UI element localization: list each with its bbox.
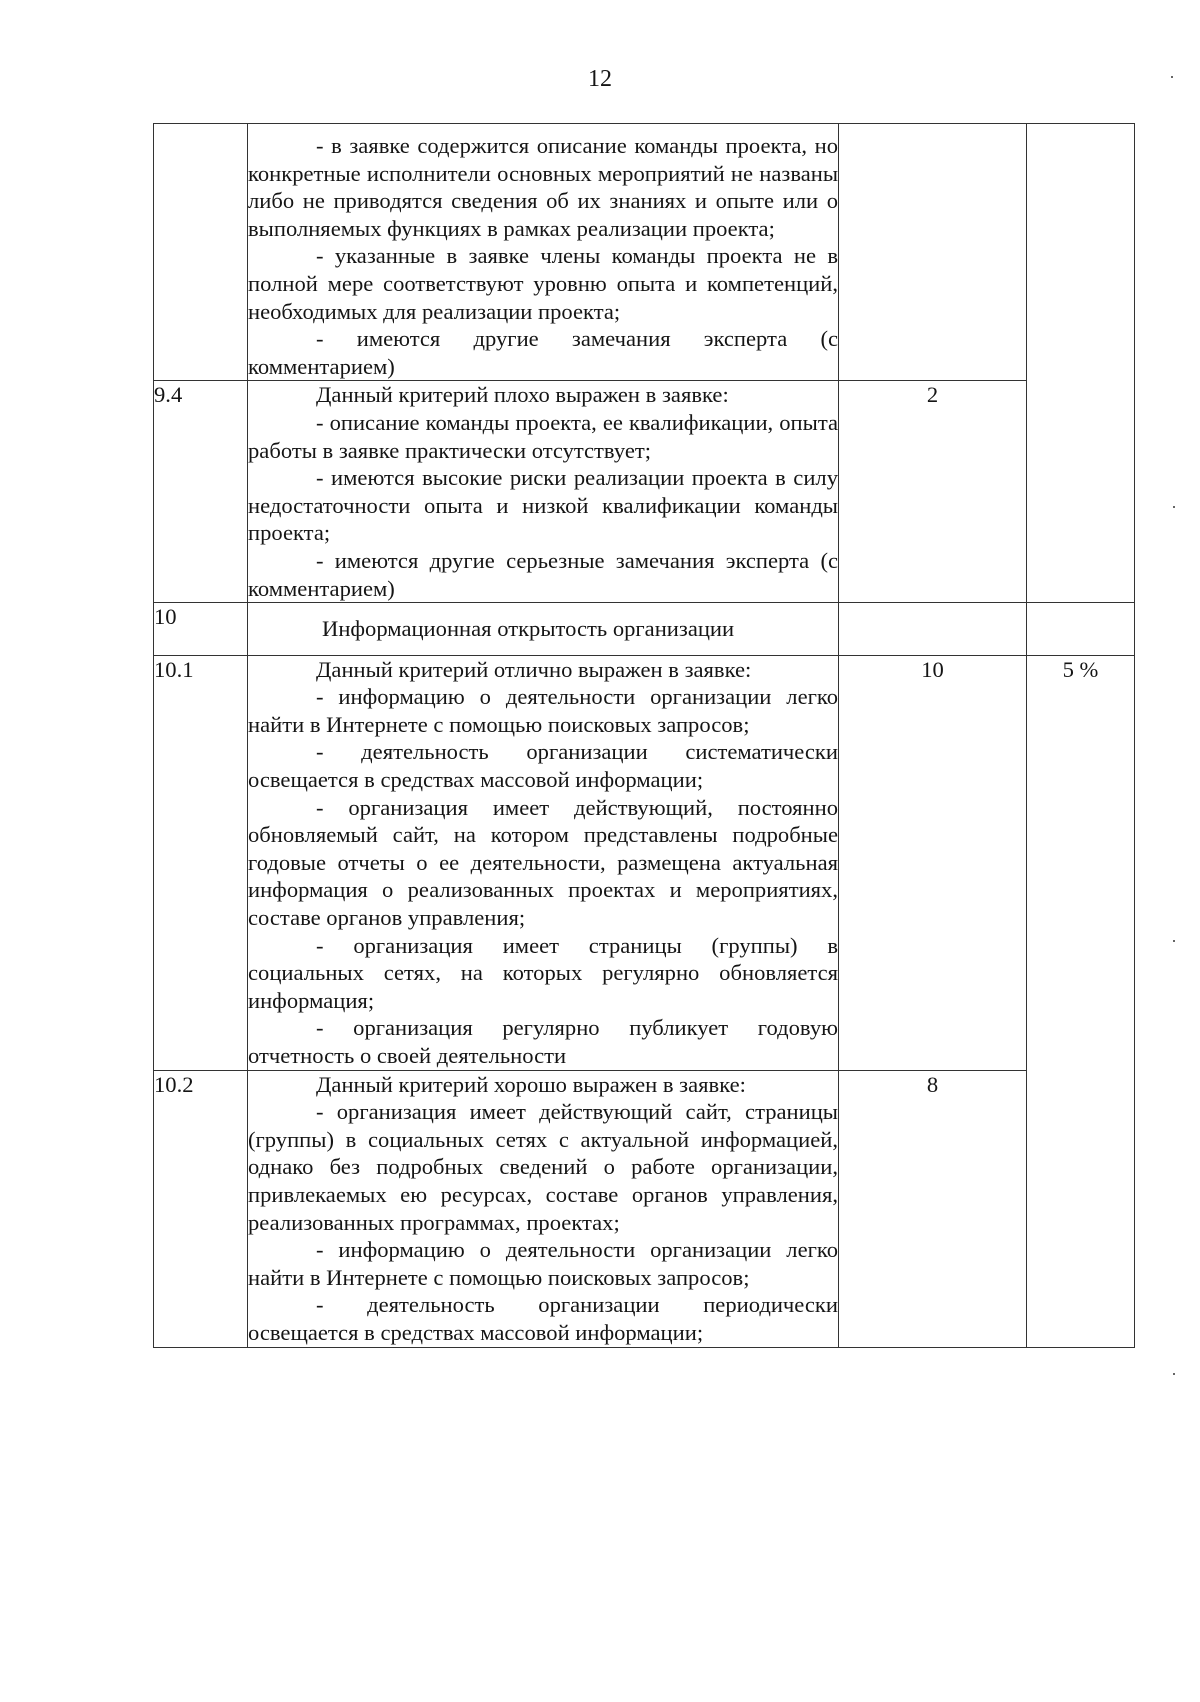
- criterion-paragraph: - организация имеет действующий сайт, страницы (группы) в социальных сетях с актуальной информацией, однако без подробных сведений о работе организации, привлекаемых ею ресурсах, составе органов управления, реализованных программах, проектах;: [248, 1099, 838, 1235]
- section-heading: Информационная открытость организации: [322, 616, 735, 642]
- criterion-paragraph: - описание команды проекта, ее квалификации, опыта работы в заявке практически отсутствует;: [248, 409, 838, 463]
- criterion-paragraph: - информацию о деятельности организации легко найти в Интернете с помощью поисковых запросов;: [248, 1237, 838, 1290]
- table-row: [154, 124, 1135, 381]
- criterion-score: [839, 124, 1027, 381]
- criterion-score: 10: [839, 655, 1027, 1070]
- criterion-weight: [1027, 124, 1135, 603]
- criterion-paragraph: - имеются другие замечания эксперта (с комментарием): [248, 326, 838, 379]
- scan-speck: [1173, 940, 1175, 942]
- criterion-score: 8: [839, 1070, 1027, 1347]
- criterion-description: [248, 603, 839, 656]
- criterion-description: [248, 381, 839, 603]
- table-row: [154, 1070, 1135, 1347]
- criterion-score: [839, 603, 1027, 656]
- criterion-paragraph: - организация регулярно публикует годовую отчетность о своей деятельности: [248, 1015, 838, 1068]
- criterion-paragraph: - имеются другие серьезные замечания эксперта (с комментарием): [248, 547, 838, 601]
- criterion-paragraph: - деятельность организации периодически освещается в средствах массовой информации;: [248, 1292, 838, 1345]
- criterion-paragraph: Данный критерий хорошо выражен в заявке:: [316, 1071, 746, 1097]
- scan-speck: [1171, 76, 1173, 78]
- criterion-paragraph: - информацию о деятельности организации легко найти в Интернете с помощью поисковых запросов;: [248, 684, 838, 737]
- criterion-paragraph: - деятельность организации систематически освещается в средствах массовой информации;: [248, 739, 838, 793]
- table-row: [154, 655, 1135, 1070]
- criterion-weight: 5 %: [1027, 655, 1135, 1347]
- criterion-paragraph: - указанные в заявке члены команды проекта не в полной мере соответствуют уровню опыта и компетенций, необходимых для реализации проекта;: [248, 243, 838, 324]
- scan-speck: [1173, 506, 1175, 508]
- table-row: [154, 381, 1135, 603]
- criterion-number: [154, 124, 248, 381]
- criterion-number: 10.1: [154, 655, 248, 1070]
- criterion-description: [248, 655, 839, 1070]
- criterion-paragraph: - организация имеет действующий, постоянно обновляемый сайт, на котором представлены подробные годовые отчеты о ее деятельности, размещена актуальная информация о реализованных проектах и мероприятиях, составе органов управления;: [248, 794, 838, 931]
- criterion-score: 2: [839, 381, 1027, 603]
- criterion-number: 9.4: [154, 381, 248, 603]
- criterion-description: [248, 1070, 839, 1347]
- criteria-table: [153, 123, 1135, 1348]
- scan-speck: [1173, 1373, 1175, 1375]
- criterion-description: [248, 124, 839, 381]
- criterion-paragraph: Данный критерий плохо выражен в заявке:: [316, 382, 729, 408]
- table-row: [154, 603, 1135, 656]
- page-number: 12: [588, 66, 612, 92]
- criterion-number: 10: [154, 603, 248, 656]
- criterion-number: 10.2: [154, 1070, 248, 1347]
- criterion-paragraph: - в заявке содержится описание команды проекта, но конкретные исполнители основных мероприятий не названы либо не приводятся сведения об их знаниях и опыте или о выполняемых функциях в рамках реализации проекта;: [248, 133, 838, 241]
- criterion-weight: [1027, 603, 1135, 656]
- criterion-paragraph: Данный критерий отлично выражен в заявке:: [316, 656, 752, 682]
- criterion-paragraph: - организация имеет страницы (группы) в социальных сетях, на которых регулярно обновляется информация;: [248, 932, 838, 1013]
- criterion-paragraph: - имеются высокие риски реализации проекта в силу недостаточности опыта и низкой квалификации команды проекта;: [248, 465, 838, 546]
